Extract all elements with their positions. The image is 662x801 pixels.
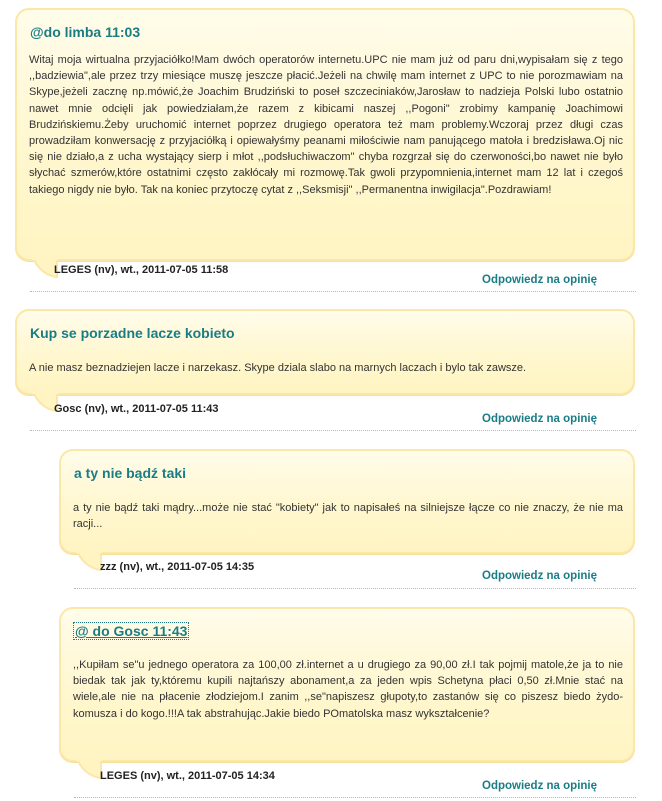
- comment-author-date: LEGES (nv), wt., 2011-07-05 14:34: [100, 770, 275, 782]
- comment-title: a ty nie bądź taki: [74, 465, 187, 481]
- comment-bubble: [15, 8, 635, 261]
- comment-reply: [59, 449, 635, 554]
- comment-reply: [59, 607, 635, 762]
- reply-link[interactable]: Odpowiedz na opinię: [482, 413, 597, 425]
- speech-tail: [75, 758, 103, 780]
- reply-link[interactable]: Odpowiedz na opinię: [482, 780, 597, 792]
- divider: [74, 797, 636, 798]
- reply-link[interactable]: Odpowiedz na opinię: [482, 274, 597, 286]
- divider: [30, 291, 636, 292]
- comment-author-date: Gosc (nv), wt., 2011-07-05 11:43: [54, 403, 219, 415]
- comment-body: A nie masz beznadziejen lacze i narzekasz. Skype dziala slabo na marnych laczach i bylo tak zawsze.: [29, 362, 527, 374]
- comment-bubble: [59, 607, 635, 762]
- reply-link[interactable]: Odpowiedz na opinię: [482, 570, 597, 582]
- comment-body: Witaj moja wirtualna przyjaciółko!Mam dwóch operatorów internetu.UPC nie mam już od paru dni,wypisałam się z tego ,,badziewia",ale przez trzy miesiące muszę jeszcze płacić.Jeżeli na chwilę mam internet z UPC to nie porozmawiam na Skype,jeżeli zacznę np.mówić,że Joachim Brudziński to poseł szczeciniaków,Jarosław to nadzieja Polski lubo ostatnio nawet mnie odcięli jak powiedziałam,że razem z kibicami naszej ,,Pogoni" zrobimy kampanię Joachimowi Brudzińskiemu.Żeby uruchomić internet poprzez drugiego operatora też mam problemy.Wczoraj przez długi czas prowadziłam konwersację z przyjaciółką i opiewałyśmy peanami miłościwie nam panującego matoła i bredzisława.Oj nic się nie działo,a z ucha wystający sierp i młot ,,podsłuchiwaczom" chyba rozgrzał się do czerwoności,bo nawet nie było słychać szmerów,które ostatnimi często zakłócały mi rozmowę.Tak gwoli przypomnienia,internet mam 12 lat i czegoś takiego nigdy nie było. Tak na koniec przytoczę cytat z ,,Seksmisji" ,,Permanentna inwigilacja".Pozdrawiam!: [29, 54, 623, 196]
- speech-tail: [75, 550, 103, 572]
- divider: [30, 430, 636, 431]
- comment-title: Kup se porzadne lacze kobieto: [30, 325, 235, 341]
- divider: [74, 588, 636, 589]
- comment-author-date: LEGES (nv), wt., 2011-07-05 11:58: [54, 264, 229, 276]
- comment-bubble: [15, 309, 635, 395]
- comment-bubble: [59, 449, 635, 554]
- comment-body: ,,Kupiłam se"u jednego operatora za 100,00 zł.internet a u drugiego za 90,00 zł.I tak pojmij matole,że ja to nie biedak tak jak ty,któremu kupili najtańszy abonament,a za jeden wpis Schetyna płaci 0,50 zł.Mnie stać na wiele,ale nie na płacenie złodziejom.I zanim ,,se"napiszesz głupoty,to zastanów się co piszesz biedo żydo-komusza i do kogo.!!!A tak abstrahując.Jakie biedo POmatolska masz wykształcenie?: [73, 659, 623, 720]
- comment: [15, 309, 635, 395]
- comment-title: @do limba 11:03: [30, 24, 141, 40]
- comment-author-date: zzz (nv), wt., 2011-07-05 14:35: [100, 561, 255, 573]
- comment: [15, 8, 635, 261]
- comment-body: a ty nie bądź taki mądry...może nie stać "kobiety" jak to napisałeś na silniejsze łącze co nie znaczy, że nie ma racji...: [73, 502, 623, 531]
- comment-title[interactable]: @ do Gosc 11:43: [75, 623, 188, 639]
